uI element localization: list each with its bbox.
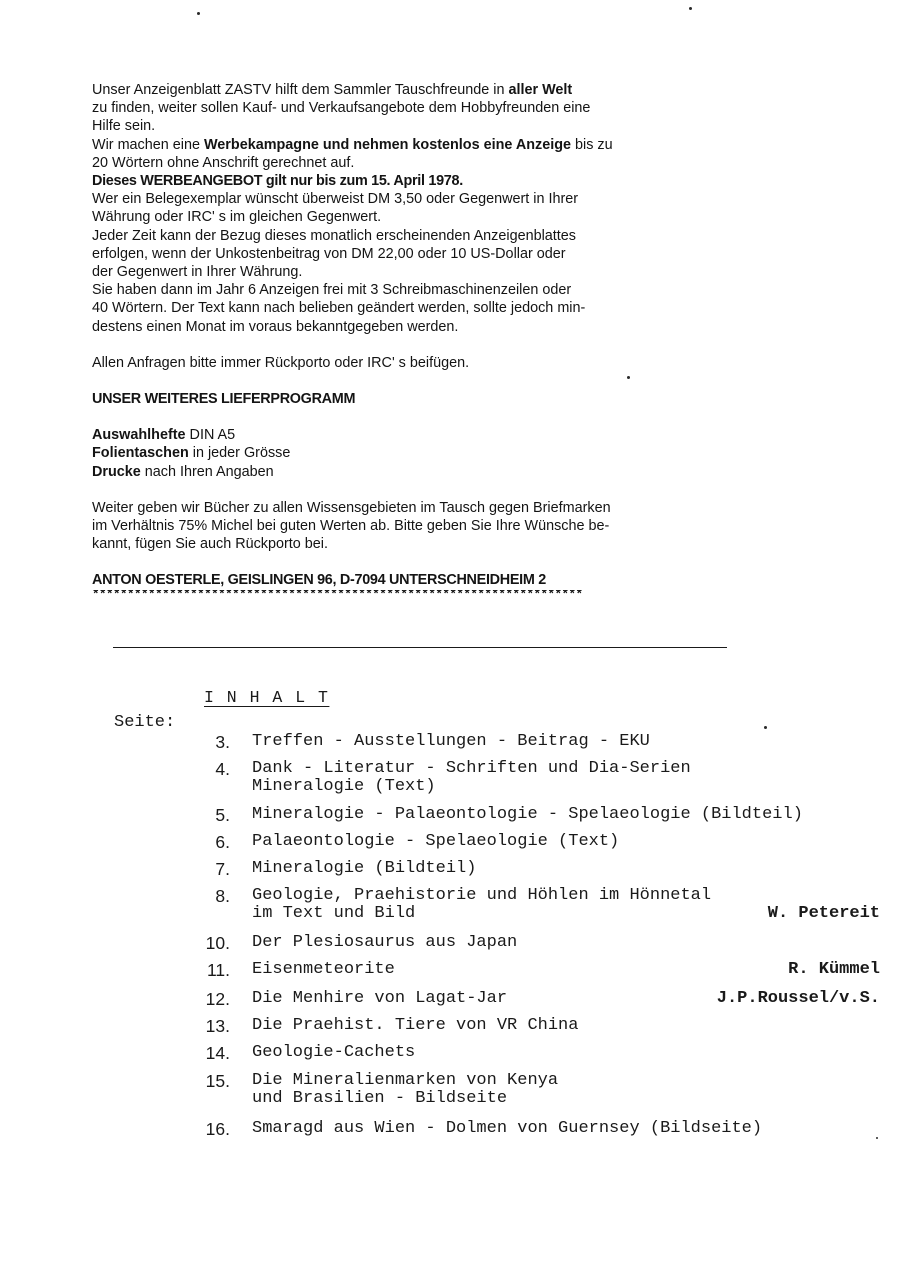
asterisk-separator: ********************************************************************** [92, 589, 583, 601]
toc-page-number: 5. [215, 805, 230, 825]
program-list [92, 426, 752, 481]
toc-entry-title: Die Mineralienmarken von Kenya [252, 1071, 559, 1090]
toc-entry-title: Die Menhire von Lagat-Jar [252, 989, 508, 1008]
program-item-detail: DIN A5 [185, 427, 236, 444]
ad-emphasis: aller Welt [508, 82, 573, 98]
toc-entry-title: Dank - Literatur - Schriften und Dia-Serien [252, 759, 691, 778]
ad-paragraph-specimen [92, 190, 752, 226]
ad-emphasis: Werbekampagne und nehmen kostenlos eine Anzeige [203, 136, 572, 153]
ad-paragraph-return-postage: Allen Anfragen bitte immer Rückporto oder IRC' s beifügen. [92, 354, 470, 371]
ad-text: Unser Anzeigenblatt ZASTV hilft dem Sammler Tauschfreunde in [92, 82, 509, 98]
ad-text: der Gegenwert in Ihrer Währung. [92, 264, 303, 281]
toc-page-label: Seite: [114, 713, 176, 732]
toc-entry-title: im Text und Bild [252, 904, 416, 923]
ad-text: Wer ein Belegexemplar wünscht überweist DM 3,50 oder Gegenwert in Ihrer [92, 191, 579, 208]
toc-title: I N H A L T [204, 688, 330, 707]
toc-page-number: 14. [205, 1043, 230, 1063]
ad-text: 40 Wörtern. Der Text kann nach belieben geändert werden, sollte jedoch min- [92, 300, 586, 317]
toc-entry-title: Die Praehist. Tiere von VR China [252, 1016, 579, 1035]
ad-offer-deadline: Dieses WERBEANGEBOT gilt nur bis zum 15. April 1978. [92, 173, 463, 190]
ad-text: 20 Wörtern ohne Anschrift gerechnet auf. [92, 154, 355, 171]
toc-entry-author: J.P.Roussel/v.S. [716, 989, 880, 1008]
toc-entry-author: W. Petereit [767, 904, 880, 923]
program-item-name: Auswahlhefte [92, 427, 186, 444]
toc-page-number: 11. [206, 960, 230, 980]
ad-text: erfolgen, wenn der Unkostenbeitrag von DM 22,00 oder 10 US-Dollar oder [92, 245, 566, 262]
toc-entry-title: und Brasilien - Bildseite [252, 1089, 508, 1108]
ad-text: Wir machen eine [92, 136, 204, 153]
ad-text: Hilfe sein. [92, 118, 156, 135]
ad-text: Sie haben dann im Jahr 6 Anzeigen frei mit 3 Schreibmaschinenzeilen oder [92, 282, 572, 299]
scan-speck [197, 12, 200, 15]
toc-entry-title: Geologie, Praehistorie und Höhlen im Hönnetal [252, 886, 712, 905]
toc-page-number: 10. [205, 933, 230, 953]
scan-speck [876, 1137, 878, 1139]
ad-paragraph-free-ads [92, 281, 752, 336]
toc-entry-title: Smaragd aus Wien - Dolmen von Guernsey (Bildseite) [252, 1119, 763, 1138]
ad-text: im Verhältnis 75% Michel bei guten Werten ab. Bitte geben Sie Ihre Wünsche be- [92, 518, 610, 535]
toc-page-number: 16. [205, 1119, 230, 1139]
ad-text: destens einen Monat im voraus bekanntgegeben werden. [92, 318, 459, 335]
toc-entry-title: Treffen - Ausstellungen - Beitrag - EKU [252, 732, 650, 751]
toc-page-number: 7. [215, 859, 230, 879]
toc-entry-title: Mineralogie (Bildteil) [252, 859, 477, 878]
ad-text: zu finden, weiter sollen Kauf- und Verkaufsangebote dem Hobbyfreunden eine [92, 100, 591, 117]
toc-page-number: 12. [205, 989, 230, 1009]
toc-page-number: 3. [215, 732, 230, 752]
program-heading: UNSER WEITERES LIEFERPROGRAMM [92, 391, 356, 408]
ad-text: kannt, fügen Sie auch Rückporto bei. [92, 536, 328, 553]
program-item-name: Folientaschen [92, 445, 189, 462]
program-item-name: Drucke [92, 463, 141, 480]
ad-paragraph-intro [92, 81, 752, 136]
ad-paragraph-campaign [92, 136, 752, 172]
toc-page-number: 15. [205, 1071, 230, 1091]
toc-entry-title: Geologie-Cachets [252, 1043, 416, 1062]
toc-page-number: 4. [215, 759, 230, 779]
toc-entry-title: Der Plesiosaurus aus Japan [252, 933, 518, 952]
ad-paragraph-subscription [92, 227, 752, 282]
scan-speck [764, 726, 767, 729]
toc-page-number: 8. [215, 886, 230, 906]
toc-entry-title: Eisenmeteorite [252, 960, 395, 979]
toc-entry-title: Mineralogie - Palaeontologie - Spelaeologie (Bildteil) [252, 805, 803, 824]
scan-speck [689, 7, 692, 10]
ad-text: Weiter geben wir Bücher zu allen Wissensgebieten im Tausch gegen Briefmarken [92, 499, 611, 516]
horizontal-rule [113, 647, 727, 648]
program-item-detail: nach Ihren Angaben [140, 463, 274, 480]
program-item-detail: in jeder Grösse [188, 445, 291, 462]
advertisement-block [92, 81, 752, 601]
toc-entry-title: Mineralogie (Text) [252, 777, 436, 796]
ad-text: bis zu [571, 136, 613, 153]
ad-text: Währung oder IRC' s im gleichen Gegenwert. [92, 209, 382, 226]
toc-entry-title: Palaeontologie - Spelaeologie (Text) [252, 832, 620, 851]
publisher-address: ANTON OESTERLE, GEISLINGEN 96, D-7094 UNTERSCHNEIDHEIM 2 [92, 572, 546, 589]
ad-paragraph-books [92, 499, 752, 554]
toc-page-number: 13. [205, 1016, 230, 1036]
toc-entry-author: R. Kümmel [788, 960, 880, 979]
toc-page-number: 6. [215, 832, 230, 852]
ad-text: Jeder Zeit kann der Bezug dieses monatlich erscheinenden Anzeigenblattes [92, 227, 576, 244]
